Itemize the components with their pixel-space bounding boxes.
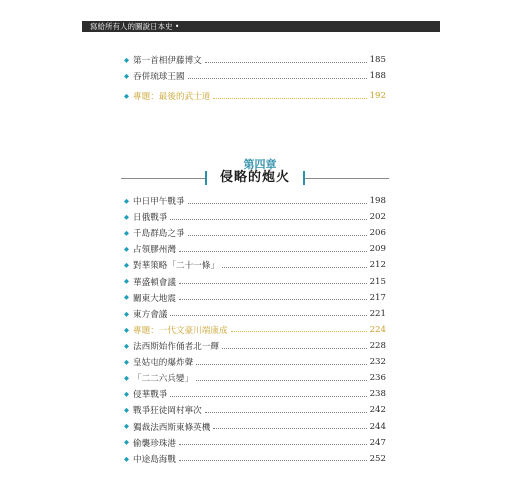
- diamond-bullet-icon: ◆: [124, 325, 129, 334]
- toc-entry-title: 東方會議: [133, 309, 168, 320]
- toc-entry-page-number: 221: [369, 308, 386, 319]
- toc-entry-page-number: 188: [369, 71, 386, 82]
- toc-entry-page-number: 247: [369, 437, 386, 448]
- diamond-bullet-icon: ◆: [124, 229, 129, 238]
- diamond-bullet-icon: ◆: [124, 422, 129, 431]
- toc-entry-title: 專題：最後的武士道: [133, 92, 211, 103]
- diamond-bullet-icon: ◆: [124, 341, 129, 350]
- toc-entry[interactable]: [124, 306, 386, 322]
- dot-leader: [231, 331, 367, 332]
- toc-entry-title: 專題：一代文豪川端康成: [133, 325, 228, 336]
- toc-entry-page-number: 224: [369, 324, 386, 335]
- toc-entry-title: 占領膠州灣: [133, 245, 176, 256]
- dot-leader: [179, 444, 367, 445]
- dot-leader: [188, 203, 367, 204]
- toc-entry-page-number: 242: [369, 405, 386, 416]
- dot-leader: [213, 428, 366, 429]
- toc-entry-page-number: 206: [369, 228, 386, 239]
- toc-entry[interactable]: [124, 193, 386, 209]
- diamond-bullet-icon: ◆: [124, 277, 129, 286]
- toc-entry[interactable]: [124, 241, 386, 257]
- toc-entry-title: 吞併琉球王國: [133, 72, 185, 83]
- toc-entry-title: 「二二六兵變」: [133, 374, 194, 385]
- toc-entry-page-number: 209: [369, 244, 386, 255]
- diamond-bullet-icon: ◆: [124, 438, 129, 447]
- toc-entry-page-number: 252: [369, 453, 386, 464]
- toc-entry[interactable]: [124, 386, 386, 402]
- chapter-rule-right: [305, 178, 389, 179]
- diamond-bullet-icon: ◆: [124, 196, 129, 205]
- toc-entry-page-number: 185: [369, 55, 386, 66]
- toc-entry-page-number: 192: [369, 91, 386, 102]
- dot-leader: [196, 380, 366, 381]
- chapter-number: 第四章: [243, 158, 277, 171]
- diamond-bullet-icon: ◆: [124, 261, 129, 270]
- toc-entry[interactable]: [124, 354, 386, 370]
- dot-leader: [188, 78, 367, 79]
- diamond-bullet-icon: ◆: [124, 454, 129, 463]
- toc-entry[interactable]: [124, 451, 386, 467]
- toc-entry-title: 獨裁法西斯東條英機: [133, 422, 211, 433]
- toc-entry-title: 中日甲午戰爭: [133, 197, 185, 208]
- dot-leader: [188, 235, 367, 236]
- book-title: 寫給所有人的圖說日本史 •: [90, 22, 180, 31]
- toc-entry[interactable]: [124, 68, 386, 84]
- toc-entry-page-number: 212: [369, 260, 386, 271]
- toc-entry-title: 侵華戰爭: [133, 390, 168, 401]
- dot-leader: [179, 251, 367, 252]
- toc-entry-title: 華盛頓會議: [133, 277, 176, 288]
- dot-leader: [170, 315, 366, 316]
- toc-entry-title: 關東大地震: [133, 293, 176, 304]
- toc-entry-page-number: 238: [369, 389, 386, 400]
- toc-entry[interactable]: [124, 370, 386, 386]
- diamond-bullet-icon: ◆: [124, 92, 129, 101]
- toc-entry-title: 戰爭狂徒岡村寧次: [133, 406, 202, 417]
- toc-entry[interactable]: [124, 402, 386, 418]
- toc-feature-entry[interactable]: [124, 88, 386, 104]
- toc-entry[interactable]: [124, 209, 386, 225]
- dot-leader: [205, 62, 367, 63]
- dot-leader: [205, 412, 367, 413]
- running-header: [82, 21, 440, 32]
- diamond-bullet-icon: ◆: [124, 212, 129, 221]
- chapter-rule-left: [121, 178, 205, 179]
- toc-entry-title: 偷襲珍珠港: [133, 438, 176, 449]
- dot-leader: [222, 267, 367, 268]
- toc-entry-page-number: 198: [369, 196, 386, 207]
- diamond-bullet-icon: ◆: [124, 374, 129, 382]
- toc-entry[interactable]: [124, 419, 386, 435]
- toc-entry-page-number: 228: [369, 341, 386, 352]
- dot-leader: [179, 460, 367, 461]
- toc-entry-page-number: 217: [369, 292, 386, 303]
- toc-entry[interactable]: [124, 257, 386, 273]
- toc-entry-page-number: 215: [369, 276, 386, 287]
- toc-entry-title: 千島群島之爭: [133, 229, 185, 240]
- toc-entry-title: 日俄戰爭: [133, 213, 168, 224]
- dot-leader: [170, 219, 366, 220]
- toc-entry-page-number: 244: [369, 421, 386, 432]
- chapter-mark-left: [205, 171, 207, 185]
- toc-entry[interactable]: [124, 435, 386, 451]
- diamond-bullet-icon: ◆: [124, 245, 129, 254]
- toc-entry-title: 對華策略「二十一條」: [133, 261, 219, 272]
- diamond-bullet-icon: ◆: [124, 406, 129, 415]
- diamond-bullet-icon: ◆: [124, 390, 129, 399]
- dot-leader: [196, 364, 366, 365]
- toc-entry-title: 中途島海戰: [133, 454, 176, 465]
- toc-entry-page-number: 236: [369, 373, 386, 384]
- toc-section-previous-chapter: [124, 52, 386, 104]
- diamond-bullet-icon: ◆: [124, 357, 129, 366]
- dot-leader: [213, 98, 366, 99]
- diamond-bullet-icon: ◆: [124, 55, 129, 64]
- diamond-bullet-icon: ◆: [124, 293, 129, 302]
- toc-entry-title: 第一首相伊藤博文: [133, 56, 202, 67]
- dot-leader: [170, 396, 366, 397]
- toc-entry-title: 法西斯始作俑者北一輝: [133, 342, 219, 353]
- toc-section-chapter-four: [124, 193, 386, 467]
- toc-feature-entry[interactable]: [124, 322, 386, 338]
- toc-entry[interactable]: [124, 274, 386, 290]
- toc-entry-title: 皇姑屯的爆炸聲: [133, 358, 194, 369]
- diamond-bullet-icon: ◆: [124, 309, 129, 318]
- dot-leader: [222, 348, 367, 349]
- toc-entry[interactable]: [124, 52, 386, 68]
- chapter-title: 侵略的炮火: [219, 170, 290, 185]
- diamond-bullet-icon: ◆: [124, 71, 129, 80]
- toc-entry[interactable]: [124, 225, 386, 241]
- toc-entry[interactable]: [124, 338, 386, 354]
- toc-entry-page-number: 232: [369, 357, 386, 368]
- dot-leader: [179, 283, 367, 284]
- dot-leader: [179, 299, 367, 300]
- toc-entry[interactable]: [124, 290, 386, 306]
- toc-entry-page-number: 202: [369, 212, 386, 223]
